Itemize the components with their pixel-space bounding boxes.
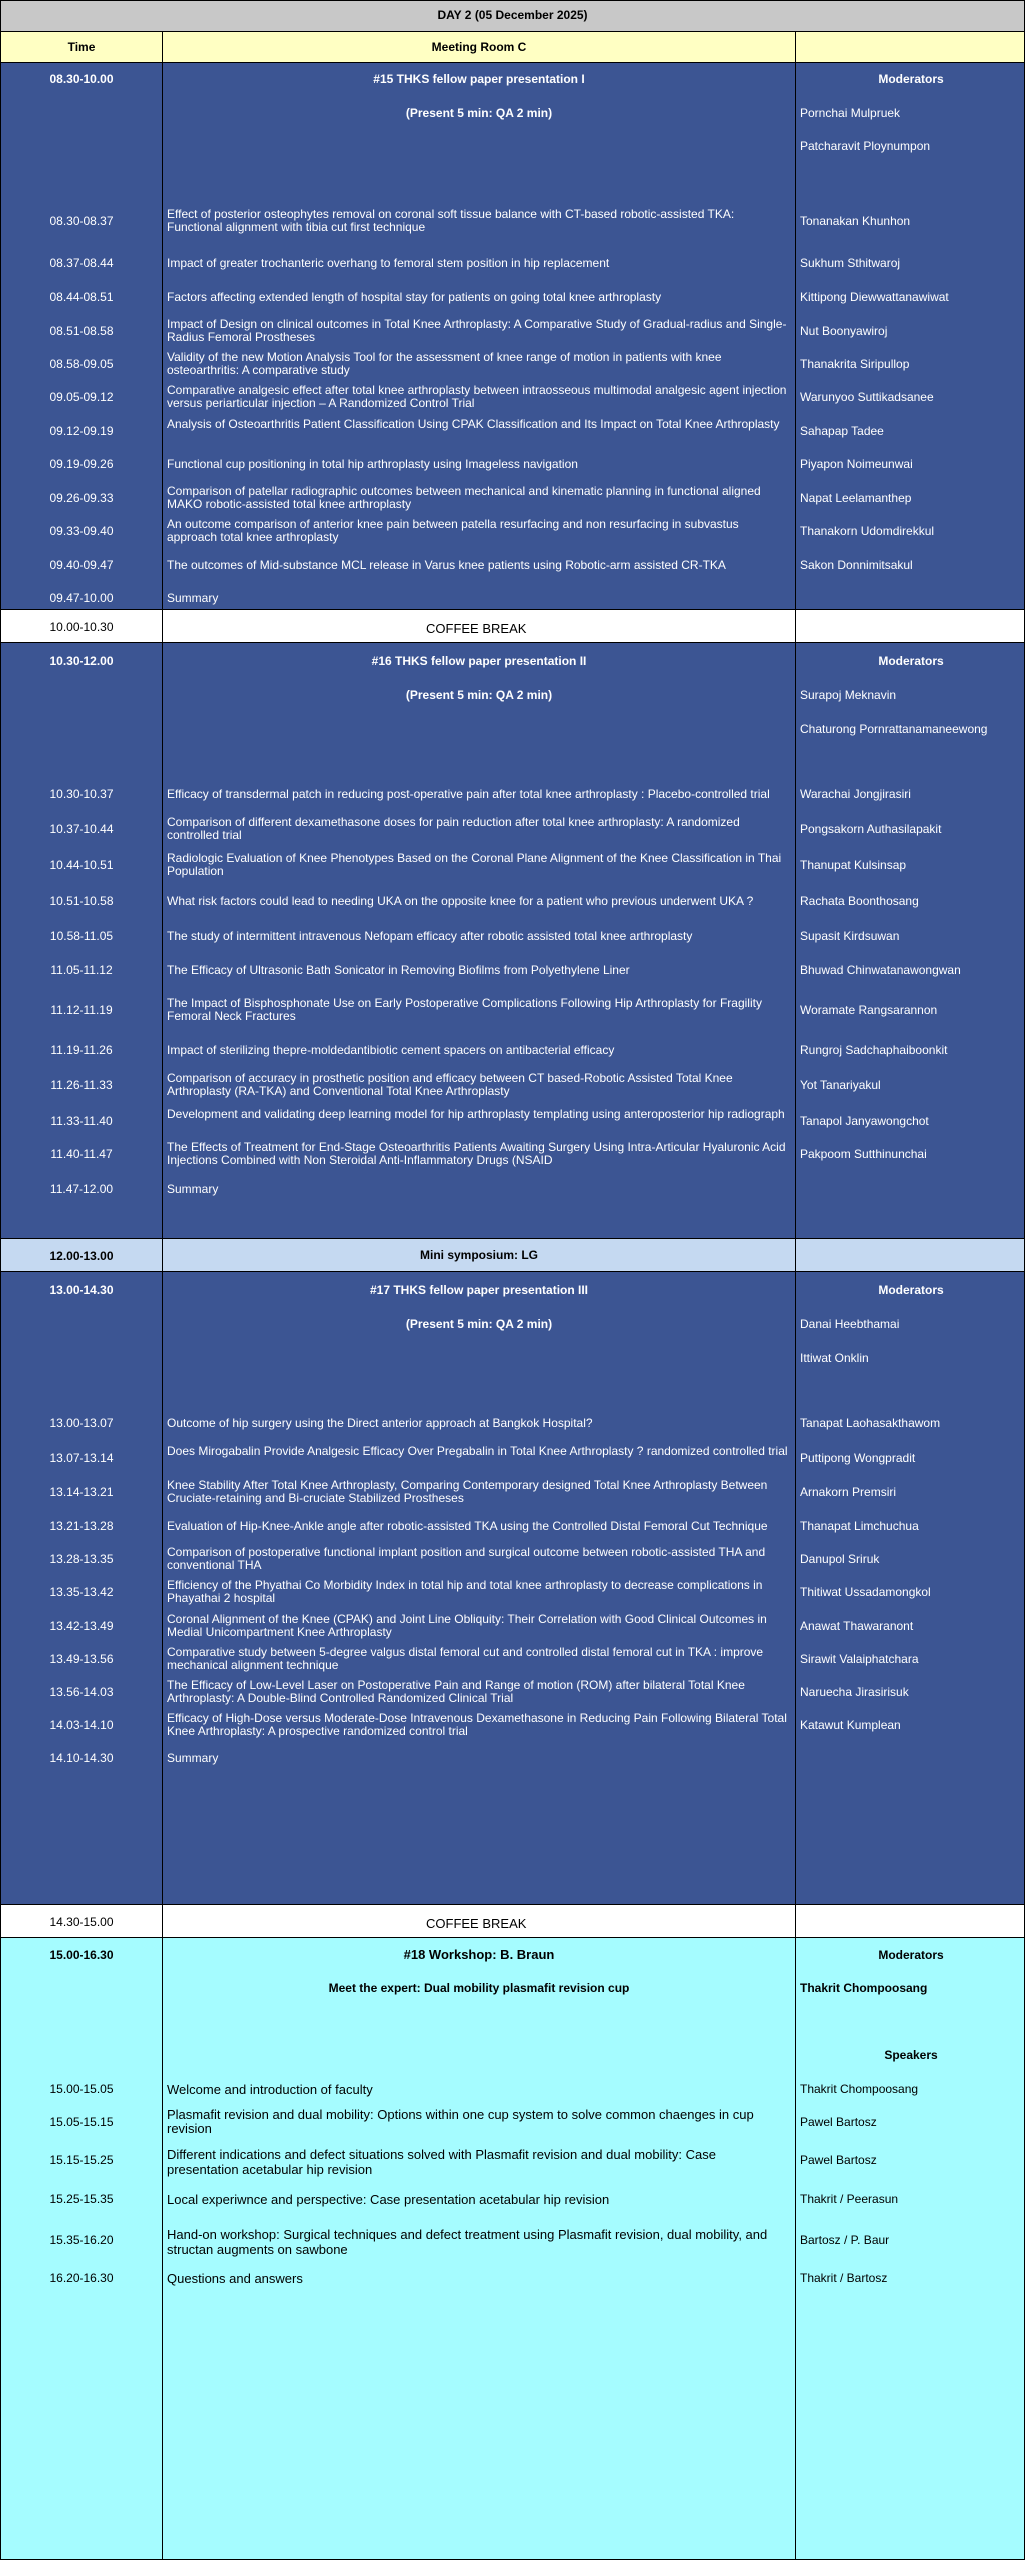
session-17-people	[796, 1272, 1025, 1904]
moderator-name: Thakrit Chompoosang	[800, 1981, 928, 1995]
item-time: 15.00-15.05	[49, 2082, 114, 2096]
talk-title: Impact of greater trochanteric overhang to femoral stem position in hip replacement	[167, 256, 610, 270]
day-title: DAY 2 (05 December 2025)	[437, 8, 588, 22]
talk-title: Development and validating deep learning model for hip arthroplasty templating using anteroposterior hip radiograph	[167, 1107, 785, 1121]
item-time: 13.56-14.03	[49, 1685, 114, 1699]
speaker-name: Pawel Bartosz	[800, 2115, 877, 2129]
item-time: 15.15-15.25	[49, 2153, 114, 2167]
item-time: 08.51-08.58	[49, 324, 114, 338]
presenter-name: Thanakrita Siripullop	[800, 357, 910, 371]
talk-title: The Impact of Bisphosphonate Use on Early Postoperative Complications Following Hip Arthroplasty for Fragility Femoral Neck Fractures	[167, 996, 762, 1023]
presenter-name: Yot Tanariyakul	[800, 1078, 881, 1092]
talk-title: An outcome comparison of anterior knee pain between patella resurfacing and non resurfacing in subvastus approach total knee arthroplasty	[167, 517, 739, 544]
moderator-name: Chaturong Pornrattanamaneewong	[800, 722, 988, 736]
talk-title: Impact of Design on clinical outcomes in Total Knee Arthroplasty: A Comparative Study of Gradual-radius and Single-Radius Femoral Prostheses	[167, 317, 787, 344]
session-title: #15 THKS fellow paper presentation I	[373, 72, 585, 86]
presenter-name: Thanupat Kulsinsap	[800, 858, 907, 872]
item-time: 11.33-11.40	[50, 1114, 113, 1128]
item-time: 09.05-09.12	[49, 390, 114, 404]
item-time: 13.28-13.35	[49, 1552, 114, 1566]
time-header: Time	[67, 40, 96, 54]
item-time: 15.35-16.20	[49, 2233, 114, 2247]
speaker-name: Pawel Bartosz	[800, 2153, 877, 2167]
moderators-label: Moderators	[878, 1948, 944, 1962]
session-subtitle: (Present 5 min: QA 2 min)	[405, 688, 553, 702]
presenter-name: Sukhum Sthitwaroj	[800, 256, 901, 270]
presenter-name: Tanapat Laohasakthawom	[800, 1416, 941, 1430]
talk-title: Comparative study between 5-degree valgus distal femoral cut and controlled distal femoral cut in TKA : improve mechanical alignment technique	[167, 1645, 764, 1672]
presenter-name: Rachata Boonthosang	[800, 894, 919, 908]
moderator-name: Surapoj Meknavin	[800, 688, 897, 702]
item-time: 09.12-09.19	[49, 424, 114, 438]
talk-title: Factors affecting extended length of hospital stay for patients on going total knee arthroplasty	[167, 290, 662, 304]
mini-symposium-row	[0, 1238, 1025, 1272]
talk-title: Comparison of postoperative functional implant position and surgical outcome between robotic-assisted THA and conventional THA	[167, 1545, 766, 1572]
talk-title: Efficiency of the Phyathai Co Morbidity Index in total hip and total knee arthroplasty to decrease complications in Phayathai 2 hospital	[167, 1578, 763, 1605]
item-time: 08.58-09.05	[49, 357, 114, 371]
talk-title: Different indications and defect situations solved with Plasmafit revision and dual mobility: Case presentation acetabular hip revision	[167, 2147, 716, 2177]
coffee-break-row	[0, 609, 1025, 643]
talk-title: What risk factors could lead to needing UKA on the opposite knee for a patient who previous underwent UKA ?	[167, 894, 754, 908]
item-time: 09.40-09.47	[49, 558, 114, 572]
item-time: 13.14-13.21	[49, 1485, 114, 1499]
item-time: 09.26-09.33	[49, 491, 114, 505]
item-time: 08.30-08.37	[49, 214, 114, 228]
talk-title: The outcomes of Mid-substance MCL release in Varus knee patients using Robotic-arm assisted CR-TKA	[167, 558, 726, 572]
session-15-people	[796, 63, 1025, 609]
presenter-name: Nut Boonyawiroj	[800, 324, 888, 338]
talk-title: The Effects of Treatment for End-Stage Osteoarthritis Patients Awaiting Surgery Using Intra-Articular Hyaluronic Acid Injections Combined with Non Steroidal Anti-Inflammatory Drugs (NSAID	[167, 1140, 786, 1167]
item-time: 11.19-11.26	[50, 1043, 113, 1057]
session-time: 08.30-10.00	[49, 72, 114, 86]
item-time: 13.35-13.42	[49, 1585, 114, 1599]
talk-title: Impact of sterilizing thepre-moldedantibiotic cement spacers on antibacterial efficacy	[167, 1043, 615, 1057]
session-15-times	[1, 63, 163, 609]
session-16-people	[796, 643, 1025, 1238]
moderators-label: Moderators	[878, 654, 944, 668]
talk-title: Does Mirogabalin Provide Analgesic Efficacy Over Pregabalin in Total Knee Arthroplasty ? randomized controlled trial	[167, 1444, 788, 1458]
presenter-name: Piyapon Noimeunwai	[800, 457, 913, 471]
talk-title: Questions and answers	[167, 2271, 303, 2286]
talk-title: Comparative analgesic effect after total knee arthroplasty between intraosseous multimodal analgesic agent injection versus periarticular injection – A Randomized Control Trial	[167, 383, 787, 410]
session-time: 13.00-14.30	[49, 1283, 114, 1297]
speakers-label: Speakers	[884, 2048, 938, 2062]
session-subtitle: (Present 5 min: QA 2 min)	[405, 1317, 553, 1331]
presenter-name: Thitiwat Ussadamongkol	[800, 1585, 931, 1599]
item-time: 15.05-15.15	[49, 2115, 114, 2129]
session-17-talks	[163, 1272, 796, 1904]
speaker-name: Bartosz / P. Baur	[800, 2233, 890, 2247]
presenter-name: Tanapol Janyawongchot	[800, 1114, 929, 1128]
item-time: 14.10-14.30	[49, 1751, 114, 1765]
presenter-name: Napat Leelamanthep	[800, 491, 912, 505]
item-time: 10.37-10.44	[49, 822, 114, 836]
item-time: 09.19-09.26	[49, 457, 114, 471]
item-time: 10.30-10.37	[49, 787, 114, 801]
item-time: 08.44-08.51	[49, 290, 114, 304]
presenter-name: Supasit Kirdsuwan	[800, 929, 900, 943]
item-time: 11.05-11.12	[50, 963, 113, 977]
item-time: 14.03-14.10	[49, 1718, 114, 1732]
talk-title: The Efficacy of Low-Level Laser on Postoperative Pain and Range of motion (ROM) after bilateral Total Knee Arthroplasty: A Double-Blind Controlled Randomized Clinical Trial	[167, 1678, 745, 1705]
presenter-name: Danupol Sriruk	[800, 1552, 880, 1566]
session-title: #16 THKS fellow paper presentation II	[371, 654, 587, 668]
day-title-row	[0, 0, 1025, 32]
talk-title: Summary	[167, 591, 219, 605]
session-15	[0, 62, 1025, 610]
item-time: 09.33-09.40	[49, 524, 114, 538]
talk-title: Welcome and introduction of faculty	[167, 2082, 373, 2097]
item-time: 13.49-13.56	[49, 1652, 114, 1666]
item-time: 08.37-08.44	[49, 256, 114, 270]
coffee-break-row	[0, 1904, 1025, 1938]
item-time: 15.25-15.35	[49, 2192, 114, 2206]
presenter-name: Sirawit Valaiphatchara	[800, 1652, 919, 1666]
item-time: 13.00-13.07	[49, 1416, 114, 1430]
speaker-name: Thakrit / Peerasun	[800, 2192, 899, 2206]
item-time: 11.40-11.47	[50, 1147, 113, 1161]
break-time: 14.30-15.00	[49, 1915, 114, 1929]
talk-title: Efficacy of transdermal patch in reducing post-operative pain after total knee arthroplasty : Placebo-controlled trial	[167, 787, 770, 801]
mini-label: Mini symposium: LG	[419, 1248, 538, 1262]
talk-title: Effect of posterior osteophytes removal on coronal soft tissue balance with CT-based robotic-assisted TKA: Functional alignment with tibia cut first technique	[167, 207, 735, 234]
item-time: 13.07-13.14	[49, 1451, 114, 1465]
session-time: 10.30-12.00	[49, 654, 114, 668]
session-18-talks	[163, 1938, 796, 2559]
speaker-name: Thakrit Chompoosang	[800, 2082, 919, 2096]
item-time: 13.21-13.28	[49, 1519, 114, 1533]
presenter-name: Puttipong Wongpradit	[800, 1451, 916, 1465]
item-time: 10.51-10.58	[49, 894, 114, 908]
presenter-name: Thanakorn Udomdirekkul	[800, 524, 935, 538]
session-subtitle: (Present 5 min: QA 2 min)	[405, 106, 553, 120]
talk-title: Hand-on workshop: Surgical techniques and defect treatment using Plasmafit revision, dual mobility, and structan augments on sawbone	[167, 2227, 768, 2257]
break-label: COFFEE BREAK	[426, 621, 527, 636]
talk-title: Analysis of Osteoarthritis Patient Classification Using CPAK Classification and Its Impact on Total Knee Arthroplasty	[167, 417, 780, 431]
talk-title: Functional cup positioning in total hip arthroplasty using Imageless navigation	[167, 457, 578, 471]
presenter-name: Woramate Rangsarannon	[800, 1003, 938, 1017]
session-time: 15.00-16.30	[49, 1948, 114, 1962]
presenter-name: Katawut Kumplean	[800, 1718, 901, 1732]
presenter-name: Tonanakan Khunhon	[800, 214, 911, 228]
session-title: #18 Workshop: B. Braun	[403, 1947, 555, 1962]
presenter-name: Thanapat Limchuchua	[800, 1519, 919, 1533]
session-18-people	[796, 1938, 1025, 2559]
session-15-talks	[163, 63, 796, 609]
speaker-name: Thakrit / Bartosz	[800, 2271, 888, 2285]
moderator-name: Ittiwat Onklin	[800, 1351, 869, 1365]
item-time: 09.47-10.00	[49, 591, 114, 605]
presenter-name: Naruecha Jirasirisuk	[800, 1685, 909, 1699]
session-subtitle: Meet the expert: Dual mobility plasmafit revision cup	[328, 1981, 630, 1995]
presenter-name: Anawat Thawaranont	[800, 1619, 914, 1633]
session-title: #17 THKS fellow paper presentation III	[369, 1283, 589, 1297]
moderator-name: Danai Heebthamai	[800, 1317, 900, 1331]
moderator-name: Pornchai Mulpruek	[800, 106, 901, 120]
talk-title: Comparison of patellar radiographic outcomes between mechanical and kinematic planning in functional aligned MAKO robotic-assisted total knee arthroplasty	[167, 484, 761, 511]
item-time: 11.12-11.19	[50, 1003, 113, 1017]
talk-title: Plasmafit revision and dual mobility: Options within one cup system to solve common chaenges in cup revision	[167, 2108, 754, 2136]
moderator-name: Patcharavit Ploynumpon	[800, 139, 931, 153]
presenter-name: Pakpoom Sutthinunchai	[800, 1147, 927, 1161]
presenter-name: Warachai Jongjirasiri	[800, 787, 911, 801]
talk-title: Summary	[167, 1751, 219, 1765]
talk-title: Radiologic Evaluation of Knee Phenotypes Based on the Coronal Plane Alignment of the Knee Classification in Thai Population	[167, 851, 782, 878]
mini-time: 12.00-13.00	[49, 1249, 114, 1263]
item-time: 16.20-16.30	[49, 2271, 114, 2285]
talk-title: Knee Stability After Total Knee Arthroplasty, Comparing Contemporary designed Total Knee Arthroplasty Between Cruciate-retaining and Bi-cruciate Stabilized Prostheses	[167, 1478, 768, 1505]
presenter-name: Warunyoo Suttikadsanee	[800, 390, 934, 404]
room-header: Meeting Room C	[431, 40, 527, 54]
session-17-times	[1, 1272, 163, 1904]
talk-title: The Efficacy of Ultrasonic Bath Sonicator in Removing Biofilms from Polyethylene Liner	[167, 963, 630, 977]
session-16-times	[1, 643, 163, 1238]
talk-title: Summary	[167, 1182, 219, 1196]
talk-title: Comparison of different dexamethasone doses for pain reduction after total knee arthroplasty: A randomized controlled trial	[167, 815, 740, 842]
break-label: COFFEE BREAK	[426, 1916, 527, 1931]
presenter-name: Sakon Donnimitsakul	[800, 558, 913, 572]
item-time: 11.47-12.00	[49, 1182, 114, 1196]
moderators-label: Moderators	[878, 72, 944, 86]
session-18-times	[1, 1938, 163, 2559]
item-time: 10.44-10.51	[49, 858, 114, 872]
presenter-name: Bhuwad Chinwatanawongwan	[800, 963, 961, 977]
moderators-label: Moderators	[878, 1283, 944, 1297]
talk-title: Efficacy of High-Dose versus Moderate-Dose Intravenous Dexamethasone in Reducing Pain Following Bilateral Total Knee Arthroplasty: A prospective randomized control trial	[167, 1711, 787, 1738]
presenter-name: Sahapap Tadee	[800, 424, 884, 438]
break-time: 10.00-10.30	[49, 620, 114, 634]
column-header-row	[0, 31, 1025, 63]
item-time: 11.26-11.33	[50, 1078, 113, 1092]
talk-title: Comparison of accuracy in prosthetic position and efficacy between CT based-Robotic Assisted Total Knee Arthroplasty (RA-TKA) and Conventional Total Knee Arthroplasty	[167, 1071, 733, 1098]
presenter-name: Arnakorn Premsiri	[800, 1485, 897, 1499]
talk-title: Local experiwnce and perspective: Case presentation acetabular hip revision	[167, 2192, 610, 2207]
talk-title: The study of intermittent intravenous Nefopam efficacy after robotic assisted total knee arthroplasty	[167, 929, 693, 943]
session-17	[0, 1271, 1025, 1905]
item-time: 10.58-11.05	[49, 929, 114, 943]
item-time: 13.42-13.49	[49, 1619, 114, 1633]
talk-title: Evaluation of Hip-Knee-Ankle angle after robotic-assisted TKA using the Controlled Distal Femoral Cut Technique	[167, 1519, 768, 1533]
talk-title: Validity of the new Motion Analysis Tool for the assessment of knee range of motion in patients with knee osteoarthritis: A comparative study	[167, 350, 722, 377]
presenter-name: Pongsakorn Authasilapakit	[800, 822, 942, 836]
session-18	[0, 1937, 1025, 2560]
session-16-talks	[163, 643, 796, 1238]
presenter-name: Rungroj Sadchaphaiboonkit	[800, 1043, 948, 1057]
talk-title: Outcome of hip surgery using the Direct anterior approach at Bangkok Hospital?	[167, 1416, 593, 1430]
presenter-name: Kittipong Diewwattanawiwat	[800, 290, 949, 304]
session-16	[0, 642, 1025, 1239]
talk-title: Coronal Alignment of the Knee (CPAK) and Joint Line Obliquity: Their Correlation with Good Clinical Outcomes in Medial Unicompartment Knee Arthroplasty	[167, 1612, 767, 1639]
